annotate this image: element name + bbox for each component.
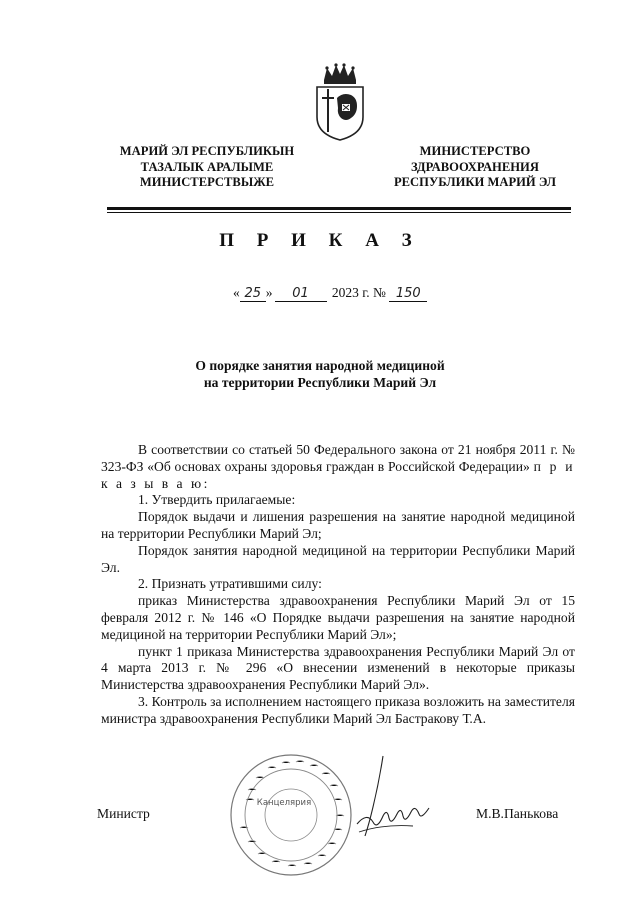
body-paragraph: Порядок выдачи и лишения разрешения на занятие народной медициной на территории Республики Марий Эл; bbox=[101, 509, 575, 541]
header-right-block bbox=[355, 144, 595, 191]
header-left-line: ТАЗАЛЫК АРАЛЫМЕ bbox=[140, 159, 274, 174]
signatory-position: Министр bbox=[97, 806, 150, 821]
body-paragraph: пункт 1 приказа Министерства здравоохранения Республики Марий Эл от 4 марта 2013 г. № 296 «О внесении изменений в некоторые приказы Министерства здравоохранения Республики Марий Эл». bbox=[101, 643, 575, 693]
body-paragraph: Порядок занятия народной медициной на территории Республики Марий Эл. bbox=[101, 542, 575, 575]
coat-of-arms-icon bbox=[313, 62, 367, 142]
date-day: 25 bbox=[240, 286, 266, 302]
header-divider-thin bbox=[107, 212, 571, 213]
header-divider-thick bbox=[107, 207, 571, 210]
body-paragraph: 1. Утвердить прилагаемые: bbox=[138, 492, 296, 508]
handwritten-signature-icon bbox=[343, 752, 433, 842]
date-number-line bbox=[233, 285, 427, 305]
stamp-label: Канцелярия bbox=[256, 798, 312, 808]
order-body bbox=[101, 442, 575, 728]
body-paragraph: 2. Признать утратившими силу: bbox=[138, 576, 322, 592]
order-subject bbox=[0, 357, 640, 391]
signatory-name: М.В.Панькова bbox=[476, 806, 559, 821]
header-right-line: МИНИСТЕРСТВО bbox=[419, 144, 531, 158]
subject-line: на территории Республики Марий Эл bbox=[203, 375, 437, 390]
date-month: 01 bbox=[275, 286, 327, 302]
official-stamp-icon bbox=[226, 750, 356, 880]
body-paragraph: 3. Контроль за исполнением настоящего приказа возложить на заместителя министра здравоохранения Республики Марий Эл Бастракову Т.А. bbox=[101, 693, 575, 726]
body-paragraph: приказ Министерства здравоохранения Республики Марий Эл от 15 февраля 2012 г. № 146 «О Порядке выдачи разрешения на занятие народной медициной на территории Республики Марий Эл»; bbox=[101, 593, 575, 642]
date-close-quote: » bbox=[265, 285, 273, 300]
header-right-line: РЕСПУБЛИКИ МАРИЙ ЭЛ bbox=[393, 175, 557, 189]
header-left-block bbox=[87, 144, 327, 191]
header-left-line: МИНИСТЕРСТВЫЖЕ bbox=[139, 175, 275, 189]
date-year-text: 2023 г. № bbox=[331, 285, 386, 300]
date-open-quote: « bbox=[233, 285, 240, 300]
header-right-line: ЗДРАВООХРАНЕНИЯ bbox=[411, 159, 539, 174]
header-left-line: МАРИЙ ЭЛ РЕСПУБЛИКЫН bbox=[119, 144, 295, 158]
body-paragraph bbox=[101, 442, 575, 492]
preamble-text: В соответствии со статьей 50 Федерального закона от 21 ноября 2011 г. № 323-ФЗ «Об основах охраны здоровья граждан в Российской Федерации» bbox=[101, 442, 575, 474]
order-number: 150 bbox=[389, 286, 427, 302]
order-verb: п р и к а з ы в а ю: bbox=[101, 458, 575, 491]
document-title: П Р И К А З bbox=[219, 230, 421, 251]
subject-line: О порядке занятия народной медициной bbox=[195, 358, 445, 373]
